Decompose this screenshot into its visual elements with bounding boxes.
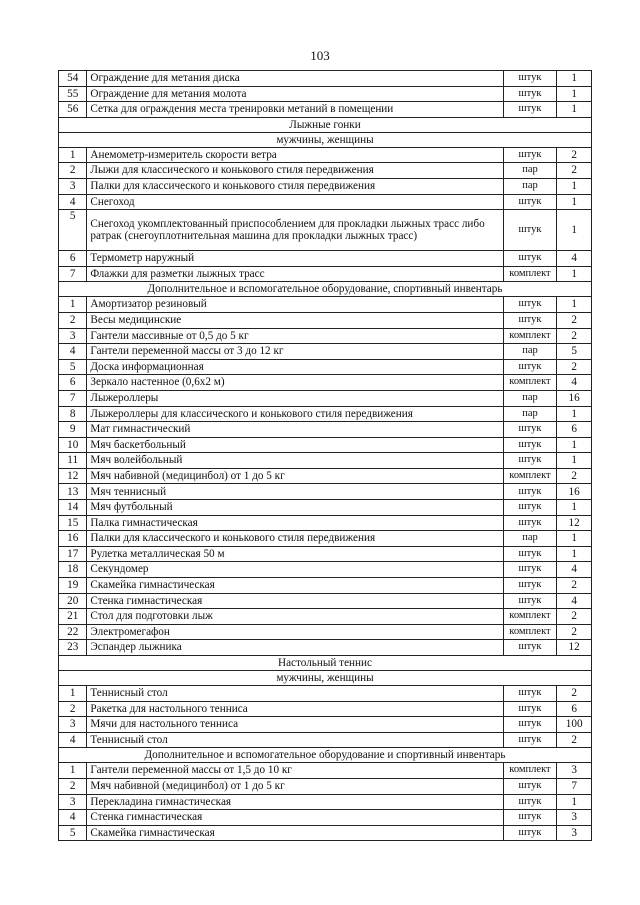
table-row xyxy=(59,178,592,194)
item-unit: штук xyxy=(503,437,557,453)
item-name: Доска информационная xyxy=(87,359,503,375)
item-unit: штук xyxy=(503,825,557,841)
item-quantity: 2 xyxy=(557,732,592,748)
item-name: Стол для подготовки лыж xyxy=(87,609,503,625)
table-row xyxy=(59,562,592,578)
equipment-table xyxy=(58,70,592,841)
item-quantity: 2 xyxy=(557,624,592,640)
table-row xyxy=(59,763,592,779)
item-unit: штук xyxy=(503,578,557,594)
item-quantity: 1 xyxy=(557,500,592,516)
item-quantity: 7 xyxy=(557,778,592,794)
item-name: Мяч набивной (медицинбол) от 1 до 5 кг xyxy=(87,468,503,484)
row-number: 1 xyxy=(59,147,87,163)
row-number: 55 xyxy=(59,86,87,102)
section-header: мужчины, женщины xyxy=(59,132,592,147)
table-row xyxy=(59,251,592,267)
item-name: Теннисный стол xyxy=(87,732,503,748)
row-number: 16 xyxy=(59,531,87,547)
row-number: 11 xyxy=(59,453,87,469)
item-name: Стенка гимнастическая xyxy=(87,810,503,826)
table-row xyxy=(59,778,592,794)
item-quantity: 2 xyxy=(557,147,592,163)
row-number: 3 xyxy=(59,178,87,194)
table-row xyxy=(59,810,592,826)
item-name: Электромегафон xyxy=(87,624,503,640)
row-number: 54 xyxy=(59,71,87,87)
table-row xyxy=(59,531,592,547)
table-row xyxy=(59,71,592,87)
item-quantity: 16 xyxy=(557,390,592,406)
row-number: 1 xyxy=(59,763,87,779)
table-row xyxy=(59,266,592,282)
item-quantity: 2 xyxy=(557,578,592,594)
table-row xyxy=(59,500,592,516)
item-quantity: 12 xyxy=(557,640,592,656)
item-unit: пар xyxy=(503,178,557,194)
table-row xyxy=(59,578,592,594)
item-quantity: 4 xyxy=(557,375,592,391)
item-quantity: 1 xyxy=(557,531,592,547)
item-unit: штук xyxy=(503,500,557,516)
item-unit: комплект xyxy=(503,266,557,282)
item-unit: штук xyxy=(503,515,557,531)
item-name: Стенка гимнастическая xyxy=(87,593,503,609)
item-quantity: 5 xyxy=(557,344,592,360)
item-name: Флажки для разметки лыжных трасс xyxy=(87,266,503,282)
item-quantity: 2 xyxy=(557,359,592,375)
row-number: 7 xyxy=(59,390,87,406)
item-quantity: 2 xyxy=(557,312,592,328)
item-quantity: 3 xyxy=(557,763,592,779)
row-number: 6 xyxy=(59,251,87,267)
item-name: Амортизатор резиновый xyxy=(87,297,503,313)
section-header-row xyxy=(59,282,592,297)
item-quantity: 100 xyxy=(557,717,592,733)
item-quantity: 4 xyxy=(557,562,592,578)
row-number: 15 xyxy=(59,515,87,531)
row-number: 7 xyxy=(59,266,87,282)
item-name: Скамейка гимнастическая xyxy=(87,825,503,841)
row-number: 8 xyxy=(59,406,87,422)
item-unit: штук xyxy=(503,251,557,267)
item-name: Палки для классического и конькового стиля передвижения xyxy=(87,178,503,194)
item-name: Лыжероллеры для классического и конькового стиля передвижения xyxy=(87,406,503,422)
row-number: 6 xyxy=(59,375,87,391)
table-row xyxy=(59,717,592,733)
item-quantity: 1 xyxy=(557,178,592,194)
table-row xyxy=(59,515,592,531)
item-quantity: 4 xyxy=(557,593,592,609)
item-name: Палки для классического и конькового стиля передвижения xyxy=(87,531,503,547)
item-quantity: 1 xyxy=(557,437,592,453)
item-name: Мяч баскетбольный xyxy=(87,437,503,453)
table-row xyxy=(59,406,592,422)
item-name: Рулетка металлическая 50 м xyxy=(87,546,503,562)
item-quantity: 1 xyxy=(557,194,592,210)
item-name: Теннисный стол xyxy=(87,686,503,702)
section-header: Дополнительное и вспомогательное оборудование, спортивный инвентарь xyxy=(59,282,592,297)
item-unit: пар xyxy=(503,390,557,406)
table-row xyxy=(59,453,592,469)
item-quantity: 2 xyxy=(557,686,592,702)
table-row xyxy=(59,825,592,841)
item-quantity: 6 xyxy=(557,701,592,717)
item-unit: штук xyxy=(503,593,557,609)
table-row xyxy=(59,328,592,344)
item-name: Снегоход xyxy=(87,194,503,210)
row-number: 14 xyxy=(59,500,87,516)
item-name: Гантели переменной массы от 3 до 12 кг xyxy=(87,344,503,360)
item-name: Ограждение для метания молота xyxy=(87,86,503,102)
item-name: Снегоход укомплектованный приспособлением для прокладки лыжных трасс либо ратрак (снегоуплотнительная машина для прокладки лыжных трасс) xyxy=(87,210,503,251)
item-unit: штук xyxy=(503,194,557,210)
table-row xyxy=(59,297,592,313)
table-row xyxy=(59,312,592,328)
section-header-row xyxy=(59,671,592,686)
item-unit: комплект xyxy=(503,609,557,625)
item-unit: пар xyxy=(503,163,557,179)
item-name: Ограждение для метания диска xyxy=(87,71,503,87)
item-unit: штук xyxy=(503,640,557,656)
section-header-row xyxy=(59,132,592,147)
item-unit: штук xyxy=(503,422,557,438)
row-number: 2 xyxy=(59,312,87,328)
row-number: 4 xyxy=(59,732,87,748)
row-number: 5 xyxy=(59,210,87,251)
row-number: 5 xyxy=(59,359,87,375)
row-number: 17 xyxy=(59,546,87,562)
table-row xyxy=(59,437,592,453)
table-row xyxy=(59,147,592,163)
item-name: Термометр наружный xyxy=(87,251,503,267)
item-name: Мяч теннисный xyxy=(87,484,503,500)
item-quantity: 3 xyxy=(557,825,592,841)
item-name: Гантели переменной массы от 1,5 до 10 кг xyxy=(87,763,503,779)
item-name: Гантели массивные от 0,5 до 5 кг xyxy=(87,328,503,344)
item-unit: штук xyxy=(503,71,557,87)
item-name: Эспандер лыжника xyxy=(87,640,503,656)
row-number: 22 xyxy=(59,624,87,640)
item-name: Сетка для ограждения места тренировки метаний в помещении xyxy=(87,102,503,118)
item-unit: комплект xyxy=(503,375,557,391)
table-row xyxy=(59,359,592,375)
item-quantity: 1 xyxy=(557,297,592,313)
item-unit: штук xyxy=(503,453,557,469)
row-number: 5 xyxy=(59,825,87,841)
item-name: Ракетка для настольного тенниса xyxy=(87,701,503,717)
item-name: Перекладина гимнастическая xyxy=(87,794,503,810)
item-unit: штук xyxy=(503,210,557,251)
item-quantity: 1 xyxy=(557,794,592,810)
table-row xyxy=(59,609,592,625)
table-row xyxy=(59,86,592,102)
section-header-row xyxy=(59,117,592,132)
item-unit: штук xyxy=(503,312,557,328)
item-unit: комплект xyxy=(503,328,557,344)
item-unit: штук xyxy=(503,147,557,163)
item-unit: пар xyxy=(503,406,557,422)
item-unit: комплект xyxy=(503,624,557,640)
item-unit: штук xyxy=(503,562,557,578)
section-header: Лыжные гонки xyxy=(59,117,592,132)
item-name: Мат гимнастический xyxy=(87,422,503,438)
row-number: 23 xyxy=(59,640,87,656)
item-unit: штук xyxy=(503,686,557,702)
item-unit: комплект xyxy=(503,763,557,779)
item-quantity: 1 xyxy=(557,102,592,118)
item-quantity: 1 xyxy=(557,71,592,87)
row-number: 4 xyxy=(59,194,87,210)
table-row xyxy=(59,194,592,210)
table-row xyxy=(59,344,592,360)
item-quantity: 2 xyxy=(557,163,592,179)
table-row xyxy=(59,210,592,251)
item-name: Мяч волейбольный xyxy=(87,453,503,469)
item-name: Мяч набивной (медицинбол) от 1 до 5 кг xyxy=(87,778,503,794)
item-name: Скамейка гимнастическая xyxy=(87,578,503,594)
item-quantity: 1 xyxy=(557,86,592,102)
row-number: 21 xyxy=(59,609,87,625)
item-unit: штук xyxy=(503,810,557,826)
item-quantity: 1 xyxy=(557,210,592,251)
row-number: 4 xyxy=(59,344,87,360)
item-name: Палка гимнастическая xyxy=(87,515,503,531)
section-header-row xyxy=(59,748,592,763)
item-quantity: 6 xyxy=(557,422,592,438)
table-row xyxy=(59,732,592,748)
item-unit: штук xyxy=(503,297,557,313)
item-name: Секундомер xyxy=(87,562,503,578)
row-number: 3 xyxy=(59,794,87,810)
section-header: Настольный теннис xyxy=(59,656,592,671)
item-name: Мяч футбольный xyxy=(87,500,503,516)
section-header: мужчины, женщины xyxy=(59,671,592,686)
item-unit: штук xyxy=(503,794,557,810)
item-unit: штук xyxy=(503,717,557,733)
row-number: 3 xyxy=(59,328,87,344)
row-number: 19 xyxy=(59,578,87,594)
item-name: Зеркало настенное (0,6х2 м) xyxy=(87,375,503,391)
row-number: 56 xyxy=(59,102,87,118)
table-row xyxy=(59,593,592,609)
item-unit: комплект xyxy=(503,468,557,484)
table-row xyxy=(59,624,592,640)
table-row xyxy=(59,163,592,179)
item-quantity: 1 xyxy=(557,453,592,469)
item-unit: штук xyxy=(503,359,557,375)
item-quantity: 1 xyxy=(557,546,592,562)
table-row xyxy=(59,390,592,406)
item-quantity: 3 xyxy=(557,810,592,826)
item-quantity: 2 xyxy=(557,328,592,344)
table-row xyxy=(59,484,592,500)
equipment-table-body xyxy=(59,71,592,841)
table-row xyxy=(59,640,592,656)
section-header-row xyxy=(59,656,592,671)
item-name: Лыжероллеры xyxy=(87,390,503,406)
row-number: 9 xyxy=(59,422,87,438)
row-number: 10 xyxy=(59,437,87,453)
row-number: 20 xyxy=(59,593,87,609)
item-unit: штук xyxy=(503,701,557,717)
item-quantity: 12 xyxy=(557,515,592,531)
table-row xyxy=(59,422,592,438)
item-unit: штук xyxy=(503,102,557,118)
table-row xyxy=(59,546,592,562)
item-unit: штук xyxy=(503,732,557,748)
row-number: 3 xyxy=(59,717,87,733)
item-quantity: 1 xyxy=(557,406,592,422)
row-number: 2 xyxy=(59,163,87,179)
item-quantity: 2 xyxy=(557,609,592,625)
item-unit: штук xyxy=(503,778,557,794)
item-unit: штук xyxy=(503,86,557,102)
row-number: 2 xyxy=(59,778,87,794)
page-number: 103 xyxy=(310,48,330,63)
table-row xyxy=(59,468,592,484)
section-header: Дополнительное и вспомогательное оборудование и спортивный инвентарь xyxy=(59,748,592,763)
item-quantity: 2 xyxy=(557,468,592,484)
item-unit: штук xyxy=(503,546,557,562)
item-name: Лыжи для классического и конькового стиля передвижения xyxy=(87,163,503,179)
item-unit: пар xyxy=(503,531,557,547)
item-name: Анемометр-измеритель скорости ветра xyxy=(87,147,503,163)
table-row xyxy=(59,375,592,391)
row-number: 1 xyxy=(59,297,87,313)
table-row xyxy=(59,794,592,810)
row-number: 1 xyxy=(59,686,87,702)
row-number: 12 xyxy=(59,468,87,484)
item-quantity: 1 xyxy=(557,266,592,282)
item-quantity: 16 xyxy=(557,484,592,500)
row-number: 18 xyxy=(59,562,87,578)
row-number: 13 xyxy=(59,484,87,500)
row-number: 2 xyxy=(59,701,87,717)
table-row xyxy=(59,102,592,118)
item-unit: штук xyxy=(503,484,557,500)
item-name: Мячи для настольного тенниса xyxy=(87,717,503,733)
item-name: Весы медицинские xyxy=(87,312,503,328)
item-quantity: 4 xyxy=(557,251,592,267)
row-number: 4 xyxy=(59,810,87,826)
table-row xyxy=(59,701,592,717)
item-unit: пар xyxy=(503,344,557,360)
table-row xyxy=(59,686,592,702)
